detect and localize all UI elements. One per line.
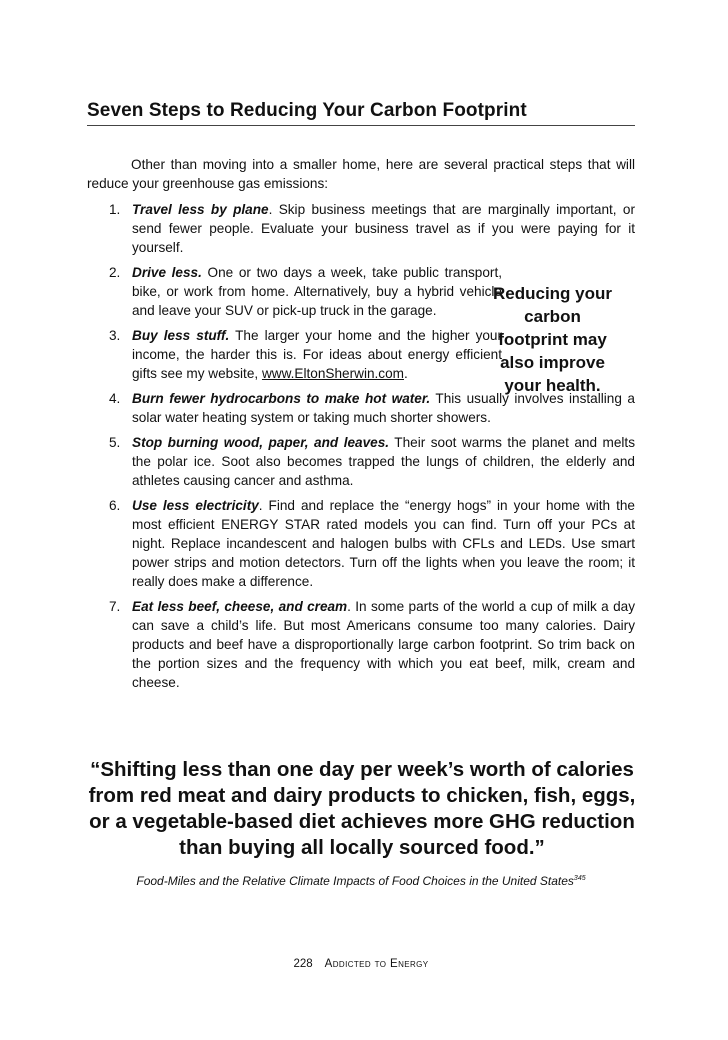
list-item	[87, 200, 635, 257]
step-text: In some parts of the world a cup of milk a day can save a child’s life. But most Americans consume too many calories. Dairy products and beef have a disproportionally large carbon footprint. So trim back on the portion sizes and the frequency with which you eat beef, milk, cream and cheese.	[132, 599, 635, 690]
step-term: Eat less beef, cheese, and cream	[132, 599, 348, 614]
list-item	[87, 326, 502, 383]
quote-attribution	[87, 874, 635, 888]
sidebar-line: also improve	[500, 353, 605, 372]
page-title: Seven Steps to Reducing Your Carbon Footprint	[87, 100, 527, 121]
intro-text: Other than moving into a smaller home, here are several practical steps that will reduce your greenhouse gas emissions:	[87, 157, 635, 191]
intro-paragraph	[87, 155, 635, 193]
step-term: Buy less stuff.	[132, 328, 230, 343]
pull-quote-sidebar	[480, 282, 625, 397]
page-number: 228	[293, 958, 313, 970]
quote-line: from red meat and dairy products to chicken, fish, eggs,	[88, 784, 636, 807]
steps-list	[87, 200, 635, 692]
quote-line: than buying all locally sourced food.”	[179, 836, 545, 859]
step-sep: .	[258, 498, 263, 513]
attribution-text: Food-Miles and the Relative Climate Impacts of Food Choices in the United States	[136, 874, 574, 888]
step-number: 5.	[109, 435, 121, 450]
sidebar-line: carbon	[524, 307, 581, 326]
step-text: This usually involves installing a solar water heating system or taking much shorter showers.	[132, 391, 635, 425]
book-title: Addicted to Energy	[324, 958, 429, 970]
step-number: 4.	[109, 391, 121, 406]
step-sep: .	[347, 599, 351, 614]
heading-rule	[87, 125, 635, 126]
step-text: One or two days a week, take public transport, bike, or work from home. Alternatively, buy a hybrid vehicle and leave your SUV or pick-up truck in the garage.	[132, 265, 502, 318]
page-footer	[87, 958, 635, 970]
sidebar-line: your health.	[504, 376, 601, 395]
step-number: 1.	[109, 202, 121, 217]
step-term: Stop burning wood, paper, and leaves.	[132, 435, 390, 450]
step-text: Skip business meetings that are marginally important, or send fewer people. Evaluate your business travel as if you were paying for it yourself.	[132, 202, 635, 255]
step-number: 6.	[109, 498, 121, 513]
step-text: Their soot warms the planet and melts the polar ice. Soot also becomes trapped the lungs of children, the elderly and athletes causing cancer and asthma.	[132, 435, 635, 488]
quote-line: “Shifting less than one day per week’s worth of calories	[90, 758, 634, 781]
list-item	[87, 597, 635, 692]
step-term: Use less electricity	[132, 498, 259, 513]
step-term: Burn fewer hydrocarbons to make hot water.	[132, 391, 431, 406]
list-item	[87, 263, 502, 320]
list-item	[87, 496, 635, 591]
quote-line: or a vegetable-based diet achieves more GHG reduction	[89, 810, 635, 833]
step-number: 2.	[109, 265, 121, 280]
step-term: Drive less.	[132, 265, 202, 280]
step-number: 7.	[109, 599, 121, 614]
step-after: .	[403, 366, 408, 381]
step-number: 3.	[109, 328, 121, 343]
footnote-marker: 345	[573, 875, 586, 882]
step-term: Travel less by plane	[132, 202, 269, 217]
website-link[interactable]: www.EltonSherwin.com	[261, 366, 404, 381]
step-sep: .	[268, 202, 273, 217]
step-text: Find and replace the “energy hogs” in your home with the most efficient ENERGY STAR rated models you can find. Turn off your PCs at night. Replace incandescent and halogen bulbs with CFLs and LEDs. Use smart power strips and motion detectors. Turn off the lights when you leave the room; it really does make a difference.	[132, 498, 635, 589]
sidebar-line: Reducing your	[492, 284, 612, 303]
block-quote	[80, 757, 644, 861]
sidebar-line: footprint may	[498, 330, 607, 349]
step-text: The larger your home and the higher your income, the harder this is. For ideas about energy efficient gifts see my website,	[132, 328, 503, 381]
list-item	[87, 433, 635, 490]
